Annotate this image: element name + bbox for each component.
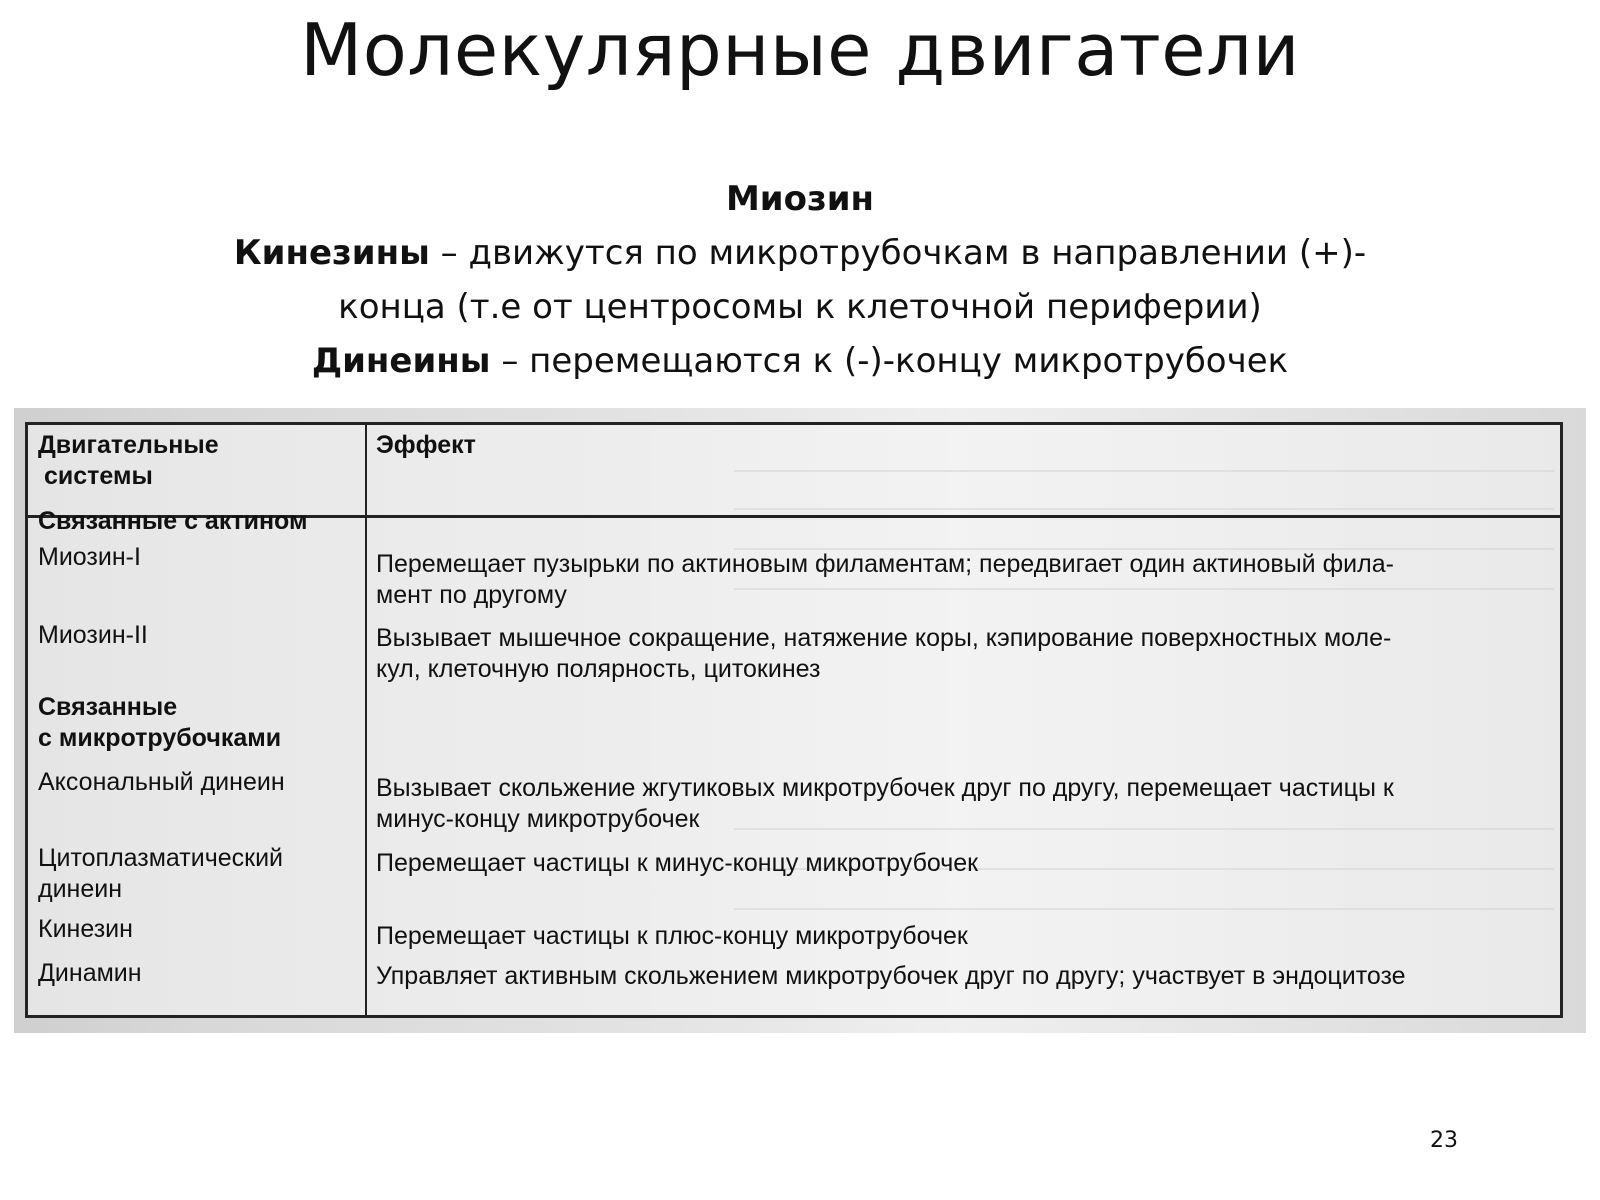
- effect-line: мент по другому: [376, 581, 567, 609]
- table-row-effect: [376, 549, 1556, 611]
- table-row-name: Миозин-II: [38, 621, 148, 649]
- kinesins-text-2: конца (т.е от центросомы к клеточной периферии): [338, 287, 1262, 327]
- table-row-name: Кинезин: [38, 915, 133, 943]
- header-effect: Эффект: [376, 431, 476, 459]
- table-row-name: Миозин-I: [38, 543, 141, 571]
- header-motor-systems: [38, 430, 358, 492]
- effect-line: минус-концу микротрубочек: [376, 805, 700, 833]
- name-line: Цитоплазматический: [38, 844, 283, 872]
- header-col1-line2: системы: [44, 462, 153, 490]
- effect-line: кул, клеточную полярность, цитокинез: [376, 655, 821, 683]
- table-row-effect: Управляет активным скольжением микротрубочек друг по другу; участвует в эндоцитозе: [376, 962, 1406, 990]
- table-row-name: [38, 843, 358, 905]
- section-mt-line2: с микротрубочками: [38, 724, 282, 752]
- table-row-name: Аксональный динеин: [38, 768, 285, 796]
- effect-line: Перемещает пузырьки по актиновым филаментам; передвигает один актиновый фила-: [376, 550, 1394, 578]
- dyneins-term: Динеины: [311, 341, 491, 381]
- table-row-effect: [376, 623, 1556, 685]
- myosin-term: Миозин: [725, 179, 875, 219]
- page-number: 23: [1430, 1128, 1458, 1153]
- dyneins-line: [100, 334, 1500, 388]
- dyneins-text: – перемещаются к (-)-концу микротрубочек: [490, 341, 1289, 381]
- motor-systems-table: [25, 422, 1563, 1018]
- header-col1-line1: Двигательные: [38, 431, 219, 459]
- table-row-effect: [376, 773, 1556, 835]
- effect-line: Вызывает мышечное сокращение, натяжение коры, кэпирование поверхностных моле-: [376, 624, 1392, 652]
- table-row-name: Динамин: [38, 959, 142, 987]
- kinesins-term: Кинезины: [233, 233, 430, 273]
- slide-title: Молекулярные двигатели: [300, 8, 1300, 92]
- intro-text: [100, 172, 1500, 388]
- name-line: динеин: [38, 875, 123, 903]
- table-row-effect: Перемещает частицы к минус-концу микротрубочек: [376, 849, 979, 877]
- section-actin: Связанные с актином: [38, 507, 308, 535]
- section-microtubules: [38, 692, 358, 754]
- column-divider: [365, 425, 367, 1015]
- table-row-effect: Перемещает частицы к плюс-концу микротрубочек: [376, 922, 968, 950]
- section-mt-line1: Связанные: [38, 693, 178, 721]
- kinesins-line: [100, 226, 1500, 280]
- effect-line: Вызывает скольжение жгутиковых микротрубочек друг по другу, перемещает частицы к: [376, 774, 1394, 802]
- kinesins-text-1: – движутся по микротрубочкам в направлении (+)-: [429, 233, 1367, 273]
